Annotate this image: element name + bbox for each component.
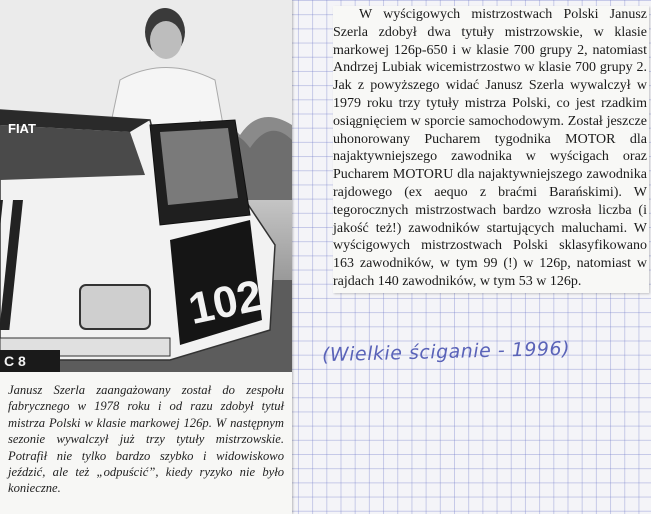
- newspaper-clipping-article: [333, 6, 649, 293]
- photo-driver-with-fiat-126p: [0, 0, 292, 372]
- newspaper-clipping-left: [0, 0, 292, 514]
- photo-illustration: [0, 0, 292, 372]
- handwritten-source-note: (Wielkie ściganie - 1996): [321, 337, 571, 367]
- car-race-number: 102: [184, 270, 267, 335]
- article-paragraph: W wyścigowych mistrzostwach Polski Janusz Szerla zdobył dwa tytuły mistrzowskie, w klasie markowej 126p-650 i w klasie 700 grupy 2, natomiast Andrzej Lubiak wicemistrzostwo w klasie 700 grupy 2. Jak z powyższego widać Janusz Szerla wywalczył w 1979 roku trzy tytuły mistrza Polski, co jest rzadkim osiągnięciem w sporcie samochodowym. Został jeszcze uhonorowany Pucharem tygodnika MOTOR dla najaktywniejszego zawodnika w wyścigach oraz Pucharem MOTORU dla najaktywniejszego zawodnika rajdowego (ex aequo z braćmi Barańskimi). W tegorocznych mistrzostwach bardzo wzrosła liczba (i jakość też!) zawodników startujących maluchami. W wyścigowych mistrzostwach Polski sklasyfikowano 163 zawodników, w tym 99 (!) w 126p, natomiast w rajdach 140 zawodników, w tym 53 w 126p.: [333, 7, 647, 289]
- photo-caption: Janusz Szerla zaangażowany został do zespołu fabrycznego w 1978 roku i od razu zdobył tytuł mistrza Polski w klasie markowej 126p. W następnym sezonie wywalczył już trzy tytuły mistrzowskie. Potrafił nie tylko bardzo szybko i widowiskowo jeździć, ale też „odpuścić”, kiedy ryzyko nie było konieczne.: [8, 383, 284, 496]
- license-plate-fragment: C 8: [4, 353, 26, 369]
- car-brand-label: FIAT: [8, 121, 36, 136]
